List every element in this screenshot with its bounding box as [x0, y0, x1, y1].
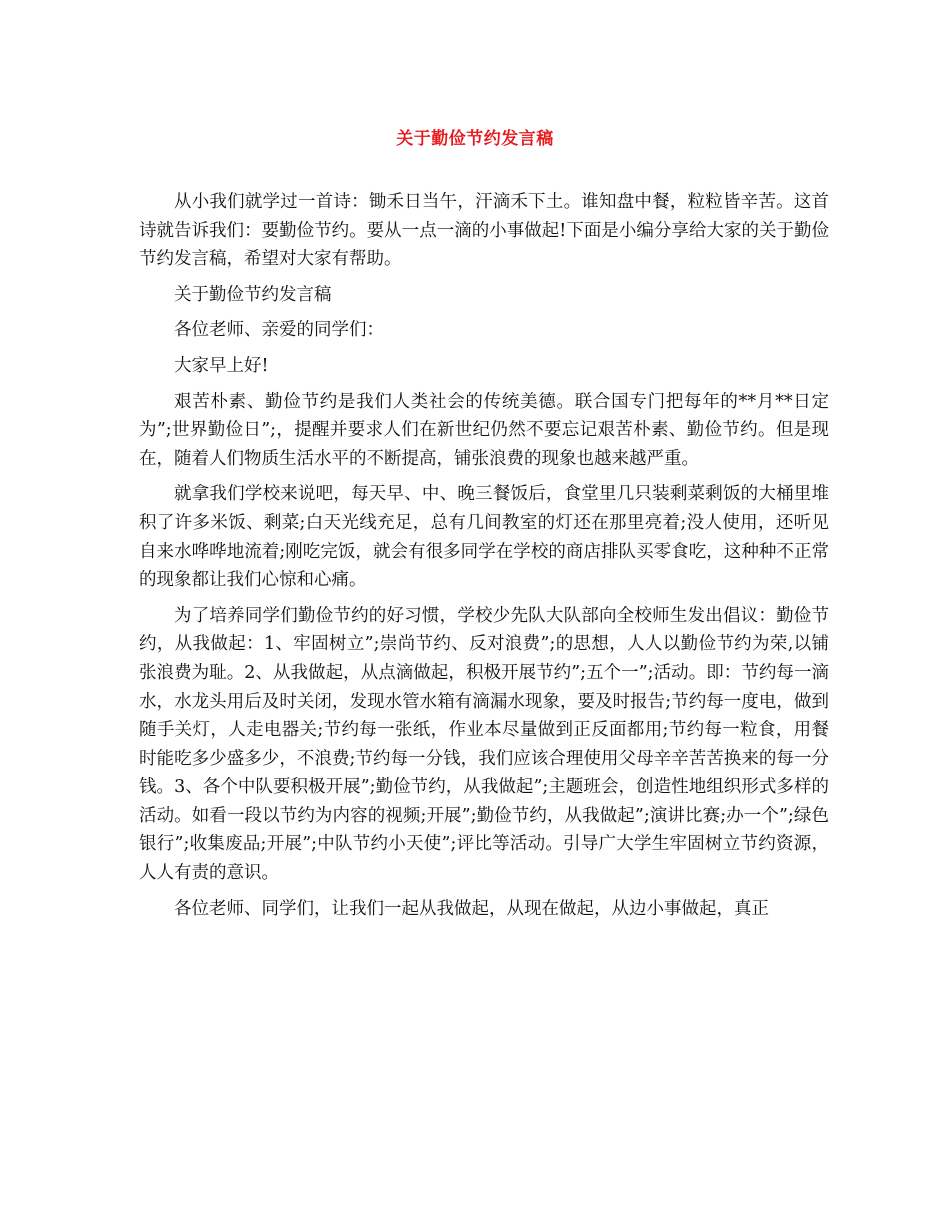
paragraph-greeting: 大家早上好! [174, 355, 269, 376]
paragraph-intro: 从小我们就学过一首诗：锄禾日当午，汗滴禾下土。谁知盘中餐，粒粒皆辛苦。这首诗就告诉我们：要勤俭节约。要从一点一滴的小事做起!下面是小编分享给大家的关于勤俭节约发言稿，希望对大家有帮助。 [139, 192, 829, 270]
paragraph-salutation: 各位老师、亲爱的同学们： [174, 320, 384, 341]
document-title: 关于勤俭节约发言稿 [396, 129, 554, 149]
paragraph-school-examples: 就拿我们学校来说吧，每天早、中、晚三餐饭后，食堂里几只装剩菜剩饭的大桶里堆积了许多米饭、剩菜;白天光线充足，总有几间教室的灯还在那里亮着;没人使用，还听见自来水哗哗地流着;刚吃完饭，就会有很多同学在学校的商店排队买零食吃，这种种不正常的现象都让我们心惊和心痛。 [139, 484, 829, 591]
paragraph-tradition: 艰苦朴素、勤俭节约是我们人类社会的传统美德。联合国专门把每年的**月**日定为”;世界勤俭日”;，提醒并要求人们在新世纪仍然不要忘记艰苦朴素、勤俭节约。但是现在，随着人们物质生活水平的不断提高，铺张浪费的现象也越来越严重。 [139, 391, 829, 469]
paragraph-proposal: 为了培养同学们勤俭节约的好习惯，学校少先队大队部向全校师生发出倡议：勤俭节约，从我做起：1、牢固树立”;崇尚节约、反对浪费”;的思想，人人以勤俭节约为荣,以铺张浪费为耻。2、从我做起，从点滴做起，积极开展节约”;五个一”;活动。即：节约每一滴水，水龙头用后及时关闭，发现水管水箱有滴漏水现象，要及时报告;节约每一度电，做到随手关灯，人走电器关;节约每一张纸，作业本尽量做到正反面都用;节约每一粒食，用餐时能吃多少盛多少，不浪费;节约每一分钱，我们应该合理使用父母辛辛苦苦换来的每一分钱。3、各个中队要积极开展”;勤俭节约，从我做起”;主题班会，创造性地组织形式多样的活动。如看一段以节约为内容的视频;开展”;勤俭节约，从我做起”;演讲比赛;办一个”;绿色银行”;收集废品;开展”;中队节约小天使”;评比等活动。引导广大学生牢固树立节约资源，人人有责的意识。 [139, 605, 829, 884]
paragraph-subtitle: 关于勤俭节约发言稿 [174, 284, 332, 305]
paragraph-closing: 各位老师、同学们，让我们一起从我做起，从现在做起，从边小事做起，真正 [174, 898, 769, 919]
document-body [139, 188, 829, 930]
